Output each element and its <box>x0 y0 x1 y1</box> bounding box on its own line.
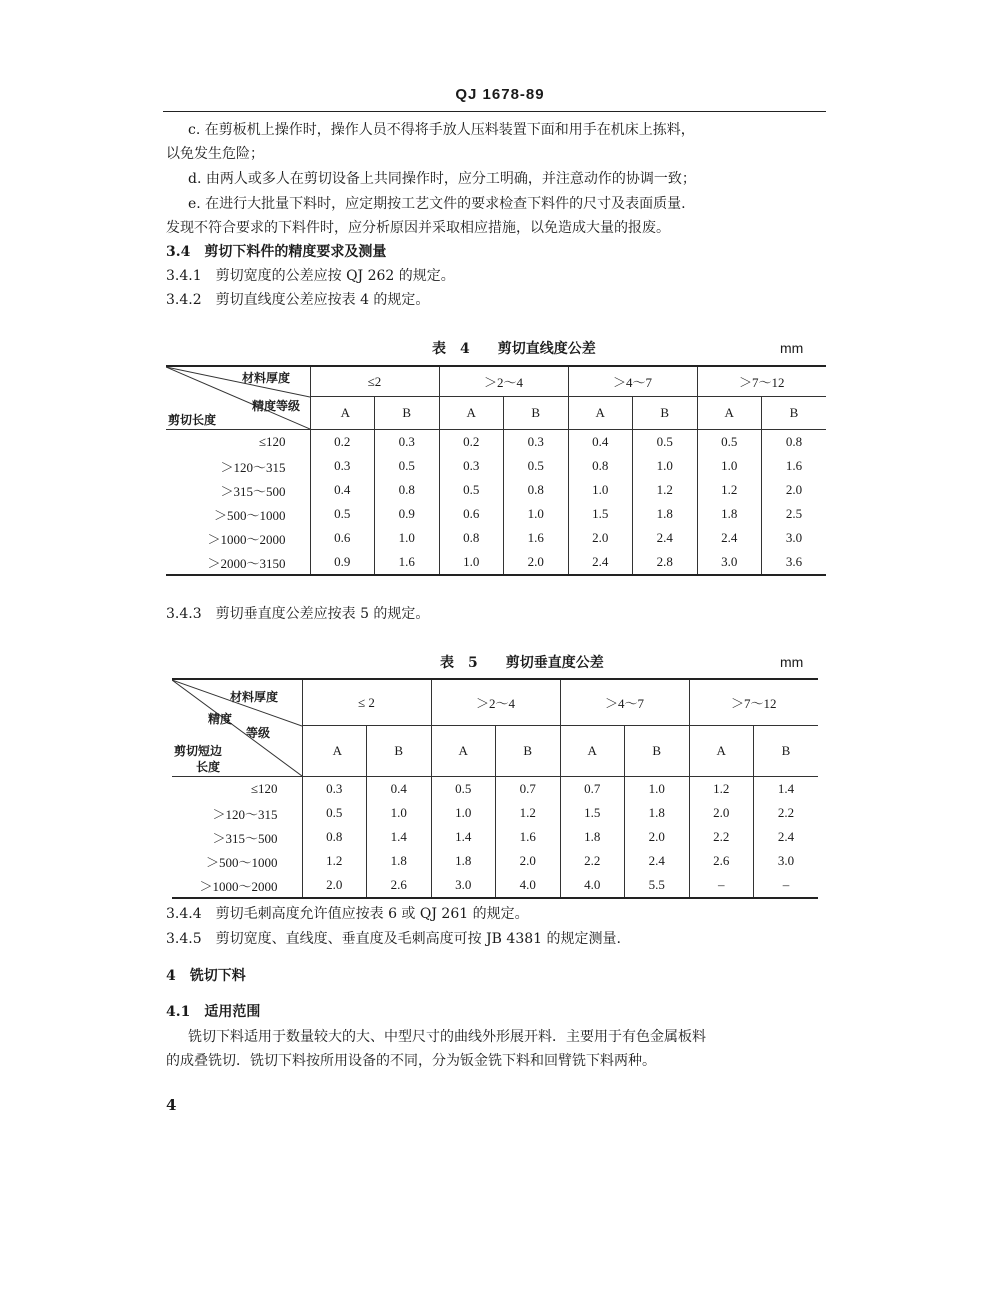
cell: 2.6 <box>689 849 754 873</box>
cell: 1.4 <box>367 825 432 849</box>
cell: 1.6 <box>375 550 440 575</box>
cell: 2.0 <box>568 526 633 550</box>
table4-corner-thickness: 材料厚度 <box>242 371 291 385</box>
row-label: ≤120 <box>250 781 278 796</box>
cell: 3.0 <box>697 550 762 575</box>
table4 <box>166 365 826 576</box>
cell: 0.8 <box>568 454 633 478</box>
table4-corner-grade: 精度等级 <box>252 399 301 413</box>
table5-unit: mm <box>780 654 804 670</box>
table4-group-header: ＞2～4 <box>439 366 568 397</box>
cell: 2.2 <box>754 801 819 825</box>
cell: 2.4 <box>625 849 690 873</box>
cell: 0.8 <box>439 526 504 550</box>
para-4-1-line2: 的成叠铣切．铣切下料按所用设备的不同，分为钣金铣下料和回臂铣下料两种。 <box>166 1053 656 1069</box>
row-label: ＞315～500 <box>212 830 278 846</box>
cell: 2.2 <box>689 825 754 849</box>
cell: 0.9 <box>310 550 375 575</box>
clause-3-4-2: 3.4.2 剪切直线度公差应按表 4 的规定。 <box>166 292 430 308</box>
cell: 1.8 <box>633 502 698 526</box>
cell: 1.6 <box>762 454 827 478</box>
table-row <box>172 777 818 802</box>
cell: 0.3 <box>375 430 440 455</box>
section-3-4-heading: 3.4 剪切下料件的精度要求及测量 <box>166 244 387 260</box>
page-number: 4 <box>166 1096 177 1114</box>
table5-corner-grade-b: 等级 <box>246 726 271 740</box>
cell: 0.8 <box>762 430 827 455</box>
cell: 2.4 <box>754 825 819 849</box>
cell: 0.5 <box>697 430 762 455</box>
table5-grade-header: A <box>689 726 754 777</box>
table-row <box>166 430 826 455</box>
table5-group-header: ≤ 2 <box>302 679 431 726</box>
cell: 0.7 <box>560 777 625 802</box>
table-row <box>166 502 826 526</box>
cell: 3.0 <box>754 849 819 873</box>
cell: 0.8 <box>504 478 569 502</box>
table4-grade-header: B <box>504 397 569 430</box>
cell: 2.4 <box>568 550 633 575</box>
table5-grade-header: B <box>754 726 819 777</box>
cell: 1.8 <box>431 849 496 873</box>
cell: 1.2 <box>496 801 561 825</box>
cell: 0.7 <box>496 777 561 802</box>
cell: 1.0 <box>504 502 569 526</box>
row-label: ＞500～1000 <box>213 507 286 523</box>
cell: 2.0 <box>302 873 367 898</box>
table4-grade-header: A <box>310 397 375 430</box>
table5-body <box>172 777 818 899</box>
row-label: ＞1000～2000 <box>172 873 302 898</box>
cell: 1.6 <box>504 526 569 550</box>
table4-grade-header: A <box>697 397 762 430</box>
cell: 1.2 <box>697 478 762 502</box>
cell: 0.5 <box>504 454 569 478</box>
cell: 2.6 <box>367 873 432 898</box>
cell: 0.3 <box>439 454 504 478</box>
table5-caption: 表 5 剪切垂直度公差 <box>440 655 604 671</box>
cell: 2.2 <box>560 849 625 873</box>
row-label: ≤120 <box>258 434 286 449</box>
cell: 1.0 <box>439 550 504 575</box>
table-row <box>172 801 818 825</box>
table4-corner-cell <box>166 366 310 430</box>
clause-3-4-3: 3.4.3 剪切垂直度公差应按表 5 的规定。 <box>166 606 430 622</box>
cell: 0.5 <box>439 478 504 502</box>
cell: 0.5 <box>431 777 496 802</box>
cell: 0.6 <box>310 526 375 550</box>
table5-corner-cell <box>172 679 302 777</box>
table4-caption: 表 4 剪切直线度公差 <box>432 341 596 357</box>
table-row <box>166 550 826 575</box>
table5 <box>172 678 818 899</box>
cell: 0.5 <box>375 454 440 478</box>
table4-body <box>166 430 826 576</box>
cell: 1.0 <box>697 454 762 478</box>
cell: 1.4 <box>754 777 819 802</box>
cell: 1.4 <box>431 825 496 849</box>
cell: 1.2 <box>302 849 367 873</box>
cell: 1.6 <box>496 825 561 849</box>
table5-group-header: ＞7～12 <box>689 679 818 726</box>
cell: 1.0 <box>431 801 496 825</box>
cell: 0.8 <box>375 478 440 502</box>
cell: 1.2 <box>633 478 698 502</box>
para-e-line2: 发现不符合要求的下料件时，应分析原因并采取相应措施，以免造成大量的报废。 <box>166 220 670 236</box>
header-rule <box>163 111 826 112</box>
row-label: ＞2000～3150 <box>166 550 310 575</box>
cell: 2.0 <box>689 801 754 825</box>
table4-grade-header: B <box>762 397 827 430</box>
table-row <box>166 526 826 550</box>
table-row <box>172 849 818 873</box>
cell: 0.4 <box>568 430 633 455</box>
cell: 2.0 <box>496 849 561 873</box>
cell: 0.9 <box>375 502 440 526</box>
table4-unit: mm <box>780 340 804 356</box>
section-4-heading: 4 铣切下料 <box>166 968 246 984</box>
table4-group-header: ＞4～7 <box>568 366 697 397</box>
table4-grade-header: B <box>375 397 440 430</box>
cell: 2.0 <box>504 550 569 575</box>
cell: 4.0 <box>496 873 561 898</box>
row-label: ＞120～315 <box>212 806 278 822</box>
cell: – <box>689 873 754 898</box>
cell: – <box>754 873 819 898</box>
cell: 1.0 <box>633 454 698 478</box>
cell: 0.3 <box>504 430 569 455</box>
cell: 3.6 <box>762 550 827 575</box>
cell: 3.0 <box>431 873 496 898</box>
table5-corner-length-a: 剪切短边 <box>174 744 223 758</box>
table5-grade-header: B <box>367 726 432 777</box>
clause-3-4-1: 3.4.1 剪切宽度的公差应按 QJ 262 的规定。 <box>166 268 455 284</box>
cell: 0.2 <box>439 430 504 455</box>
cell: 2.4 <box>697 526 762 550</box>
para-c-line1: c. 在剪板机上操作时，操作人员不得将手放人压料装置下面和用手在机床上拣料， <box>188 122 695 138</box>
cell: 0.8 <box>302 825 367 849</box>
cell: 4.0 <box>560 873 625 898</box>
table5-group-header: ＞2～4 <box>431 679 560 726</box>
table-row <box>166 478 826 502</box>
para-d: d. 由两人或多人在剪切设备上共同操作时，应分工明确，并注意动作的协调一致； <box>188 171 696 187</box>
table5-grade-header: A <box>560 726 625 777</box>
table4-group-header: ＞7～12 <box>697 366 826 397</box>
clause-3-4-4: 3.4.4 剪切毛刺高度允许值应按表 6 或 QJ 261 的规定。 <box>166 906 529 922</box>
cell: 1.0 <box>367 801 432 825</box>
cell: 0.3 <box>302 777 367 802</box>
table4-grade-header: B <box>633 397 698 430</box>
cell: 0.5 <box>302 801 367 825</box>
row-label: ＞500～1000 <box>205 854 278 870</box>
para-e-line1: e. 在进行大批量下料时，应定期按工艺文件的要求检查下料件的尺寸及表面质量. <box>188 196 686 212</box>
clause-3-4-5: 3.4.5 剪切宽度、直线度、垂直度及毛刺高度可按 JB 4381 的规定测量. <box>166 931 621 947</box>
table5-corner-thickness: 材料厚度 <box>230 690 279 704</box>
cell: 1.8 <box>367 849 432 873</box>
section-4-1-heading: 4.1 适用范围 <box>166 1004 261 1020</box>
para-c-line2: 以免发生危险； <box>166 146 264 162</box>
cell: 0.2 <box>310 430 375 455</box>
table-row <box>172 825 818 849</box>
cell: 1.8 <box>697 502 762 526</box>
cell: 2.0 <box>625 825 690 849</box>
table5-grade-header: B <box>625 726 690 777</box>
cell: 5.5 <box>625 873 690 898</box>
table5-grade-header: A <box>431 726 496 777</box>
row-label: ＞315～500 <box>220 483 286 499</box>
cell: 0.4 <box>310 478 375 502</box>
cell: 3.0 <box>762 526 827 550</box>
table5-corner-grade-a: 精度 <box>208 712 233 726</box>
cell: 2.5 <box>762 502 827 526</box>
cell: 1.0 <box>625 777 690 802</box>
cell: 1.0 <box>568 478 633 502</box>
document-header: QJ 1678-89 <box>455 86 545 103</box>
cell: 1.8 <box>625 801 690 825</box>
cell: 1.2 <box>689 777 754 802</box>
cell: 1.5 <box>568 502 633 526</box>
table5-corner-length-b: 长度 <box>196 760 221 774</box>
cell: 0.5 <box>633 430 698 455</box>
table-row <box>172 873 818 898</box>
table4-corner-length: 剪切长度 <box>168 413 217 427</box>
table5-group-header: ＞4～7 <box>560 679 689 726</box>
para-4-1-line1: 铣切下料适用于数量较大的大、中型尺寸的曲线外形展开料．主要用于有色金属板料 <box>188 1029 706 1045</box>
cell: 1.0 <box>375 526 440 550</box>
table4-group-header: ≤2 <box>310 366 439 397</box>
table4-grade-header: A <box>568 397 633 430</box>
table-row <box>166 454 826 478</box>
cell: 0.6 <box>439 502 504 526</box>
cell: 1.5 <box>560 801 625 825</box>
cell: 2.8 <box>633 550 698 575</box>
cell: 2.4 <box>633 526 698 550</box>
row-label: ＞120～315 <box>220 459 286 475</box>
cell: 0.4 <box>367 777 432 802</box>
table5-grade-header: A <box>302 726 367 777</box>
cell: 0.5 <box>310 502 375 526</box>
table5-grade-header: B <box>496 726 561 777</box>
cell: 2.0 <box>762 478 827 502</box>
cell: 0.3 <box>310 454 375 478</box>
cell: 1.8 <box>560 825 625 849</box>
table4-grade-header: A <box>439 397 504 430</box>
row-label: ＞1000～2000 <box>207 531 286 547</box>
